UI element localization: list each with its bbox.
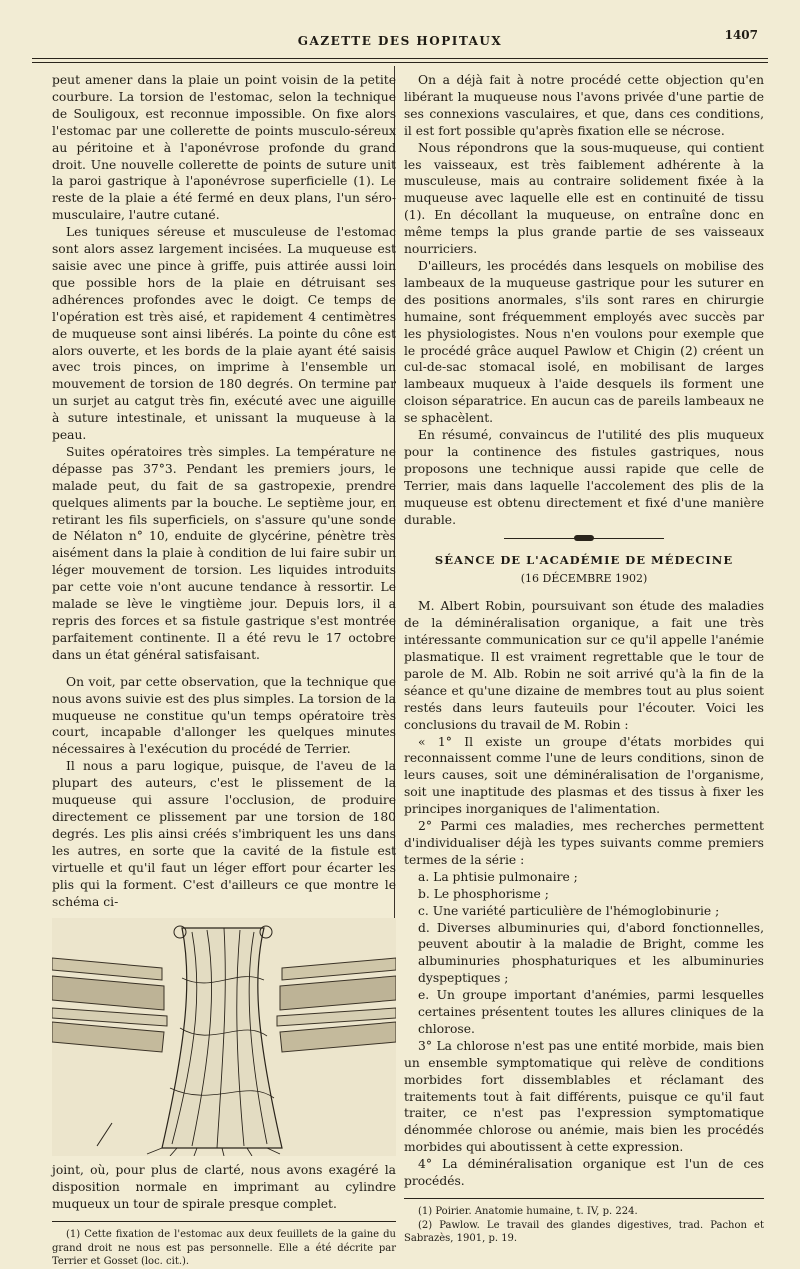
paragraph: Nous répondrons que la sous-muqueuse, qui contient les vaisseaux, est très faiblement adhérente à la musculeuse, mais au contraire solidement fixée à la muqueuse avec laquelle elle est en continuité de tissu (1). En décollant la muqueuse, on entraîne donc en même temps la plus grande partie de ses vaisseaux nourriciers. xyxy=(404,140,764,257)
paragraph: Suites opératoires très simples. La température ne dépasse pas 37°3. Pendant les premiers jours, le malade peut, du fait de sa gastropexie, prendre quelques aliments par la bouche. Le septième jour, en retirant les fils superficiels, on s'assure qu'une sonde de Nélaton n° 10, enduite de glycérine, pénètre très aisément dans la plaie à condition de lui faire subir un léger mouvement de torsion. Les liquides introduits par cette voie n'ont aucune tendance à ressortir. Le malade se lève le vingtième jour. Depuis lors, il a repris des forces et sa fistule gastrique s'est montrée parfaitement continente. Il a été revu le 17 octobre dans un état général satisfaisant. xyxy=(52,444,396,662)
surgical-schema-figure xyxy=(52,918,396,1156)
paragraph: On voit, par cette observation, que la technique que nous avons suivie est des plus simples. La torsion de la muqueuse ne constitue qu'un temps opératoire très court, incapable d'allonger les quelques minutes nécessaires à l'exécution du procédé de Terrier. xyxy=(52,674,396,757)
footnote: (2) Pawlow. Le travail des glandes digestives, trad. Pachon et Sabrazès, 1901, p. 19. xyxy=(404,1219,764,1244)
footnote-rule xyxy=(404,1198,764,1199)
section-title: SÉANCE DE L'ACADÉMIE DE MÉDECINE xyxy=(434,553,734,568)
paragraph: M. Albert Robin, poursuivant son étude des maladies de la déminéralisation organique, a fait une très intéressante communication sur ce qu'il appelle l'anémie plasmatique. Il est vraiment regrettable que le tour de parole de M. Alb. Robin ne soit arrivé qu'à la fin de la séance et qu'une dizaine de membres tout au plus soient restés dans leurs fauteuils pour l'écouter. Voici les conclusions du travail de M. Robin : xyxy=(404,599,764,732)
list-item: c. Une variété particulière de l'hémoglobinurie ; xyxy=(418,903,720,918)
section-separator xyxy=(404,534,764,544)
paragraph: Les tuniques séreuse et musculeuse de l'estomac sont alors assez largement incisées. La muqueuse est saisie avec une pince à griffe, puis attirée aussi loin que possible hors de la plaie en détruisant ses adhérences profondes avec le doigt. Ce temps de l'opération est très aisé, et rapidement 4 centimètres de muqueuse sont ainsi libérés. La pointe du cône est alors ouverte, et les bords de la plaie ayant été saisis avec trois pinces, on imprime à l'ensemble un mouvement de torsion de 180 degrés. On termine par un surjet au catgut très fin, exécuté avec une aiguille à suture intestinale, et unissant la muqueuse à la peau. xyxy=(52,225,396,443)
footnote-rule xyxy=(52,1221,396,1222)
paragraph: « 1° Il existe un groupe d'états morbides qui reconnaissent comme l'une de leurs conditions, sinon de leurs causes, soit une déminéralisation de l'organisme, soit une inaptitude des plasmas et des tissus à fixer les principes inorganiques de l'alimentation. xyxy=(404,734,764,817)
right-column xyxy=(404,72,764,1246)
mucosa-torsion-illustration xyxy=(52,918,396,1156)
paragraph: 4° La déminéralisation organique est l'un de ces procédés. xyxy=(404,1157,764,1189)
header-rule xyxy=(32,58,768,59)
paragraph: D'ailleurs, les procédés dans lesquels on mobilise des lambeaux de la muqueuse gastrique pour les suturer en des positions anormales, s'ils sont rares en chirurgie humaine, sont fréquemment employés avec succès par les physiologistes. Nous n'en voulons pour exemple que le procédé grâce auquel Pawlow et Chigin (2) créent un cul-de-sac stomacal isolé, en mobilisant de larges lambeaux muqueux à l'aide desquels ils forment une cloison séparatrice. En aucun cas de pareils lambeaux ne se sphacèlent. xyxy=(404,258,764,426)
list-item: a. La phtisie pulmonaire ; xyxy=(418,869,578,884)
paragraph: On a déjà fait à notre procédé cette objection qu'en libérant la muqueuse nous l'avons privée d'une partie de ses connexions vasculaires, et que, dans ces conditions, il est fort possible qu'après fixation elle se nécrose. xyxy=(404,73,764,138)
list-item: e. Un groupe important d'anémies, parmi lesquelles certaines présentent toutes les allures cliniques de la chlorose. xyxy=(418,988,764,1036)
page-header xyxy=(32,28,768,52)
paragraph: Il nous a paru logique, puisque, de l'aveu de la plupart des auteurs, c'est le plissement de la muqueuse qui assure l'occlusion, de produire directement ce plissement par une torsion de 180 degrés. Les plis ainsi créés s'imbriquent les uns dans les autres, en sorte que la cavité de la fistule est virtuelle et qu'il faut un léger effort pour écarter les plis qui la forment. C'est d'ailleurs ce que montre le schéma ci- xyxy=(52,759,396,909)
paragraph: joint, où, pour plus de clarté, nous avons exagéré la disposition normale en imprimant au cylindre muqueux un tour de spirale presque complet. xyxy=(52,1163,396,1212)
page-number: 1407 xyxy=(724,28,758,42)
paragraph: 3° La chlorose n'est pas une entité morbide, mais bien un ensemble symptomatique qui relève de conditions morbides fort dissemblables et réclamant des traitements tout à fait différents, puisque ce qu'il faut traiter, ce n'est pas l'expression symptomatique dénommée chlorose ou anémie, mais bien les procédés morbides qui aboutissent à cette expression. xyxy=(404,1038,764,1155)
footnote: (1) Cette fixation de l'estomac aux deux feuillets de la gaine du grand droit ne nous est pas personnelle. Elle a été décrite par Terrier et Gosset (loc. cit.). xyxy=(52,1229,396,1268)
list-item: d. Diverses albuminuries qui, d'abord fonctionnelles, peuvent aboutir à la maladie de Bright, comme les albuminuries phosphaturiques et les albuminuries dyspeptiques ; xyxy=(418,920,764,986)
section-date: (16 DÉCEMBRE 1902) xyxy=(520,572,648,586)
left-column xyxy=(52,72,396,1269)
list-item: b. Le phosphorisme ; xyxy=(418,886,549,901)
paragraph: 2° Parmi ces maladies, mes recherches permettent d'individualiser déjà les types suivants comme premiers termes de la série : xyxy=(404,819,764,867)
paragraph: En résumé, convaincus de l'utilité des plis muqueux pour la continence des fistules gastriques, nous proposons une technique aussi rapide que celle de Terrier, mais dans laquelle l'accolement des plis de la muqueuse est obtenu directement et fixé d'une manière durable. xyxy=(404,428,764,527)
journal-title: GAZETTE DES HOPITAUX xyxy=(297,34,503,48)
footnote: (1) Poirier. Anatomie humaine, t. IV, p. 224. xyxy=(418,1206,638,1217)
paragraph: peut amener dans la plaie un point voisin de la petite courbure. La torsion de l'estomac, selon la technique de Souligoux, est reconnue impossible. On fixe alors l'estomac par une collerette de points musculo-séreux au péritoine et à l'aponévrose profonde du grand droit. Une nouvelle collerette de points de suture unit la paroi gastrique à l'aponévrose superficielle (1). Le reste de la plaie a été fermé en deux plans, l'un séro-musculaire, l'autre cutané. xyxy=(52,73,396,223)
header-rule-double xyxy=(32,62,768,63)
